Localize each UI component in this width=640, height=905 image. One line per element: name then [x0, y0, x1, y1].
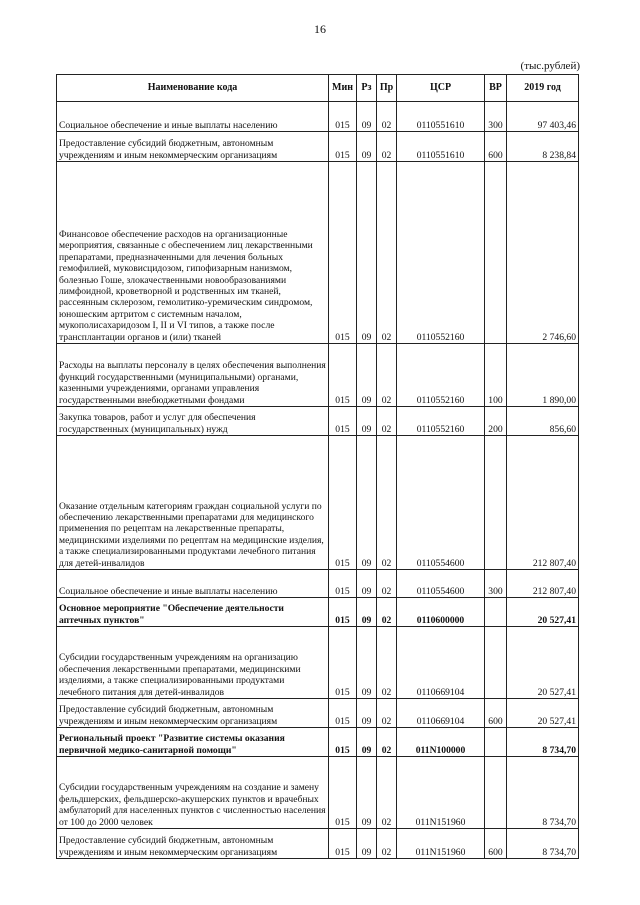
- cell-rz: 09: [357, 728, 377, 757]
- cell-rz: 09: [357, 132, 377, 162]
- cell-pr: 02: [377, 699, 397, 728]
- cell-sum: 97 403,46: [507, 102, 579, 132]
- cell-pr: 02: [377, 829, 397, 859]
- cell-vr: 600: [485, 699, 507, 728]
- cell-sum: 212 807,40: [507, 436, 579, 570]
- cell-min: 015: [329, 102, 357, 132]
- cell-sum: 20 527,41: [507, 598, 579, 627]
- cell-rz: 09: [357, 598, 377, 627]
- cell-csr: 0110552160: [397, 407, 485, 436]
- cell-csr: 0110551610: [397, 102, 485, 132]
- table-row: [57, 344, 579, 407]
- cell-name: Оказание отдельным категориям граждан социальной услуги по обеспечению лекарственными препаратами для медицинского применения по рецептам на лекарственные препараты, медицинскими изделиями по рецептам на медицинские изделия, а также специализированными продуктами лечебного питания для детей-инвалидов: [57, 436, 329, 570]
- table-row: [57, 570, 579, 598]
- cell-csr: 0110552160: [397, 162, 485, 344]
- cell-min: 015: [329, 407, 357, 436]
- cell-sum: 20 527,41: [507, 627, 579, 699]
- cell-pr: 02: [377, 344, 397, 407]
- cell-vr: [485, 598, 507, 627]
- cell-vr: 600: [485, 829, 507, 859]
- cell-sum: 856,60: [507, 407, 579, 436]
- cell-sum: 1 890,00: [507, 344, 579, 407]
- table-row: [57, 699, 579, 728]
- cell-sum: 2 746,60: [507, 162, 579, 344]
- header-name: Наименование кода: [57, 75, 329, 102]
- budget-table: [56, 74, 579, 859]
- table-row: [57, 728, 579, 757]
- cell-pr: 02: [377, 627, 397, 699]
- cell-min: 015: [329, 436, 357, 570]
- cell-vr: 600: [485, 132, 507, 162]
- cell-name: Субсидии государственным учреждениям на организацию обеспечения лекарственными препаратами, медицинскими изделиями, а также специализированными продуктами лечебного питания для детей-инвалидов: [57, 627, 329, 699]
- table-row: [57, 102, 579, 132]
- table-row: [57, 132, 579, 162]
- cell-min: 015: [329, 757, 357, 829]
- cell-csr: 011N151960: [397, 829, 485, 859]
- cell-pr: 02: [377, 436, 397, 570]
- cell-min: 015: [329, 699, 357, 728]
- cell-min: 015: [329, 598, 357, 627]
- cell-min: 015: [329, 627, 357, 699]
- cell-min: 015: [329, 344, 357, 407]
- cell-rz: 09: [357, 829, 377, 859]
- header-pr: Пр: [377, 75, 397, 102]
- cell-pr: 02: [377, 757, 397, 829]
- cell-csr: 0110551610: [397, 132, 485, 162]
- cell-rz: 09: [357, 344, 377, 407]
- units-label: (тыс.рублей): [520, 60, 580, 72]
- cell-sum: 8 238,84: [507, 132, 579, 162]
- cell-csr: 011N151960: [397, 757, 485, 829]
- cell-vr: [485, 627, 507, 699]
- cell-csr: 0110554600: [397, 436, 485, 570]
- cell-min: 015: [329, 829, 357, 859]
- cell-name: Предоставление субсидий бюджетным, автономным учреждениям и иным некоммерческим организациям: [57, 699, 329, 728]
- cell-name: Региональный проект "Развитие системы оказания первичной медико-санитарной помощи": [57, 728, 329, 757]
- cell-pr: 02: [377, 407, 397, 436]
- cell-vr: [485, 728, 507, 757]
- cell-name: Предоставление субсидий бюджетным, автономным учреждениям и иным некоммерческим организациям: [57, 829, 329, 859]
- table-header-row: [57, 75, 579, 102]
- table-row: [57, 598, 579, 627]
- cell-vr: [485, 436, 507, 570]
- cell-vr: 300: [485, 570, 507, 598]
- cell-rz: 09: [357, 699, 377, 728]
- cell-vr: [485, 757, 507, 829]
- cell-name: Социальное обеспечение и иные выплаты населению: [57, 570, 329, 598]
- table-row: [57, 407, 579, 436]
- cell-pr: 02: [377, 132, 397, 162]
- cell-rz: 09: [357, 570, 377, 598]
- cell-name: Расходы на выплаты персоналу в целях обеспечения выполнения функций государственными (муниципальными) органами, казенными учреждениями, органами управления государственными внебюджетными фондами: [57, 344, 329, 407]
- cell-sum: 212 807,40: [507, 570, 579, 598]
- table-row: [57, 757, 579, 829]
- cell-vr: [485, 162, 507, 344]
- header-vr: ВР: [485, 75, 507, 102]
- cell-vr: 100: [485, 344, 507, 407]
- cell-pr: 02: [377, 570, 397, 598]
- cell-csr: 011N100000: [397, 728, 485, 757]
- cell-sum: 8 734,70: [507, 728, 579, 757]
- cell-sum: 8 734,70: [507, 829, 579, 859]
- cell-sum: 8 734,70: [507, 757, 579, 829]
- header-csr: ЦСР: [397, 75, 485, 102]
- cell-rz: 09: [357, 757, 377, 829]
- cell-csr: 0110669104: [397, 699, 485, 728]
- cell-pr: 02: [377, 102, 397, 132]
- cell-name: Основное мероприятие "Обеспечение деятельности аптечных пунктов": [57, 598, 329, 627]
- cell-rz: 09: [357, 102, 377, 132]
- header-rz: Рз: [357, 75, 377, 102]
- header-sum: 2019 год: [507, 75, 579, 102]
- table-row: [57, 829, 579, 859]
- cell-pr: 02: [377, 162, 397, 344]
- cell-name: Финансовое обеспечение расходов на организационные мероприятия, связанные с обеспечением лиц лекарственными препаратами, предназначенными для лечения больных гемофилией, муковисцидозом, гипофизарным нанизмом, болезнью Гоше, злокачественными новообразованиями лимфоидной, кроветворной и родственных им тканей, рассеянным склерозом, гемолитико-уремическим синдромом, юношеским артритом с системным началом, мукополисахаридозом I, II и VI типов, а также после трансплантации органов и (или) тканей: [57, 162, 329, 344]
- cell-rz: 09: [357, 162, 377, 344]
- cell-csr: 0110600000: [397, 598, 485, 627]
- cell-min: 015: [329, 162, 357, 344]
- cell-min: 015: [329, 570, 357, 598]
- cell-rz: 09: [357, 407, 377, 436]
- cell-pr: 02: [377, 598, 397, 627]
- cell-name: Социальное обеспечение и иные выплаты населению: [57, 102, 329, 132]
- cell-name: Закупка товаров, работ и услуг для обеспечения государственных (муниципальных) нужд: [57, 407, 329, 436]
- cell-rz: 09: [357, 627, 377, 699]
- cell-csr: 0110669104: [397, 627, 485, 699]
- cell-name: Субсидии государственным учреждениям на создание и замену фельдшерских, фельдшерско-акушерских пунктов и врачебных амбулаторий для населенных пунктов с численностью населения от 100 до 2000 человек: [57, 757, 329, 829]
- cell-sum: 20 527,41: [507, 699, 579, 728]
- cell-vr: 200: [485, 407, 507, 436]
- cell-csr: 0110552160: [397, 344, 485, 407]
- cell-csr: 0110554600: [397, 570, 485, 598]
- cell-min: 015: [329, 132, 357, 162]
- page-number: 16: [314, 22, 326, 36]
- cell-min: 015: [329, 728, 357, 757]
- table-row: [57, 162, 579, 344]
- header-min: Мин: [329, 75, 357, 102]
- cell-rz: 09: [357, 436, 377, 570]
- cell-vr: 300: [485, 102, 507, 132]
- table-row: [57, 436, 579, 570]
- table-row: [57, 627, 579, 699]
- cell-name: Предоставление субсидий бюджетным, автономным учреждениям и иным некоммерческим организациям: [57, 132, 329, 162]
- cell-pr: 02: [377, 728, 397, 757]
